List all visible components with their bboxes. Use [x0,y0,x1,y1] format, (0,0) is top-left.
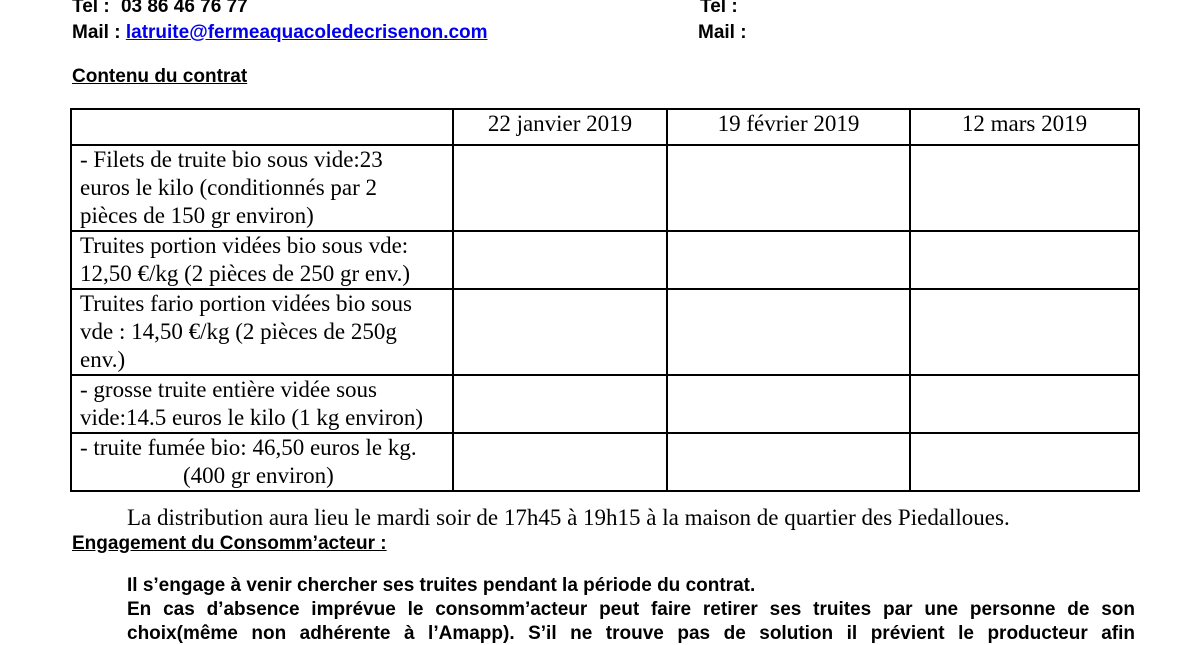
product-cell [71,289,453,375]
consumer-tel-label: Tel : [700,0,738,17]
product-line: (400 gr environ) [183,463,334,488]
product-line: Truites fario portion vidées bio sous [80,291,412,316]
date-header: 19 février 2019 [667,109,910,145]
date-header: 22 janvier 2019 [453,109,667,145]
quantity-cell[interactable] [910,375,1139,433]
engagement-heading: Engagement du Consomm’acteur : [72,533,387,554]
table-row [71,375,1139,433]
mail-link[interactable]: latruite@fermeaquacoledecrisenon.com [125,22,488,43]
contract-table [70,108,1140,492]
product-line: pièces de 150 gr environ) [80,203,314,228]
producer-mail-line [72,22,488,44]
product-cell [71,145,453,231]
quantity-cell[interactable] [453,433,667,491]
producer-tel-line [72,0,248,18]
engagement-line: En cas d’absence imprévue le consomm’acteur peut faire retirer ses truites par une personne de son [127,599,1135,620]
quantity-cell[interactable] [667,145,910,231]
quantity-cell[interactable] [667,375,910,433]
consumer-mail-label: Mail : [698,22,747,43]
quantity-cell[interactable] [667,289,910,375]
product-line: - grosse truite entière vidée sous [80,377,377,402]
quantity-cell[interactable] [453,145,667,231]
product-line: vide:14.5 euros le kilo (1 kg environ) [80,405,424,430]
table-row [71,433,1139,491]
table-row [71,289,1139,375]
product-line: - Filets de truite bio sous vide:23 [80,147,383,172]
product-cell [71,375,453,433]
table-row [71,231,1139,289]
product-line: 12,50 €/kg (2 pièces de 250 gr env.) [80,261,411,286]
quantity-cell[interactable] [910,433,1139,491]
quantity-cell[interactable] [453,289,667,375]
table-header-row [71,109,1139,145]
product-line: Truites portion vidées bio sous vde: [80,233,409,258]
product-line: vde : 14,50 €/kg (2 pièces de 250g [80,319,397,344]
engagement-line: choix(même non adhérente à l’Amapp). S’il ne trouve pas de solution il prévient le producteur afin [127,623,1135,644]
header-empty-cell [71,109,453,145]
quantity-cell[interactable] [910,231,1139,289]
product-line: env.) [80,347,126,372]
tel-value: 03 86 46 76 77 [120,0,248,17]
date-header: 12 mars 2019 [910,109,1139,145]
product-line: - truite fumée bio: 46,50 euros le kg. [80,435,417,460]
quantity-cell[interactable] [910,145,1139,231]
contract-heading: Contenu du contrat [72,66,248,87]
tel-label: Tel : [72,0,110,17]
product-cell [71,231,453,289]
quantity-cell[interactable] [667,433,910,491]
quantity-cell[interactable] [453,231,667,289]
distribution-text: La distribution aura lieu le mardi soir de 17h45 à 19h15 à la maison de quartier des Piedalloues. [127,505,1010,530]
table-row [71,145,1139,231]
product-cell [71,433,453,491]
quantity-cell[interactable] [910,289,1139,375]
quantity-cell[interactable] [667,231,910,289]
product-line: euros le kilo (conditionnés par 2 [80,175,378,200]
mail-label: Mail : [72,22,121,43]
engagement-line: Il s’engage à venir chercher ses truites pendant la période du contrat. [127,575,756,596]
quantity-cell[interactable] [453,375,667,433]
